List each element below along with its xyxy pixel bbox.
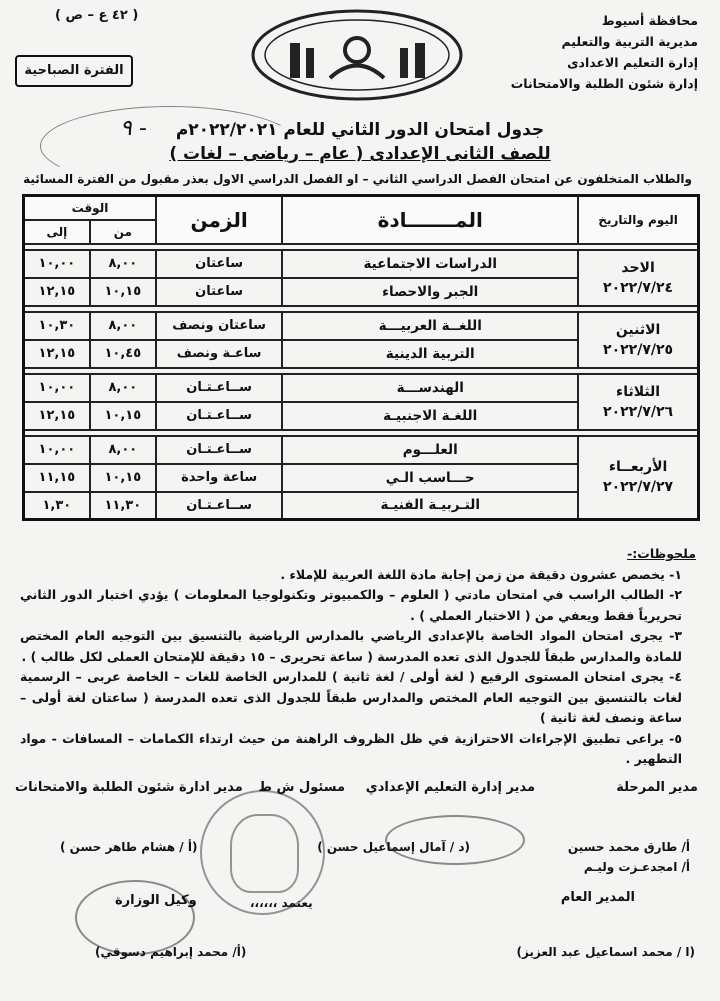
day-name: الثلاثاء bbox=[616, 383, 661, 400]
day-cell bbox=[578, 250, 698, 306]
header-time: الوقت bbox=[24, 196, 156, 220]
subject-cell: العلـــوم bbox=[282, 436, 578, 464]
deputy-minister-name: (أ/ محمد إبراهيم دسوقي) bbox=[95, 945, 247, 959]
header-duration: الزمن bbox=[156, 196, 282, 244]
general-director-label: المدير العام bbox=[560, 890, 635, 905]
note-item: ٢- الطالب الراسب في امتحان مادتي ( العلوم – والكمبيوتر وتكنولوجيا المعلومات ) يؤدي اختبار الدور الثاني تحريرياً فقط ويعفي من ( الاختبار العملي ) . bbox=[20, 587, 682, 623]
to-cell: ١٠,٣٠ bbox=[24, 312, 90, 340]
subject-cell: التربية الدينية bbox=[282, 340, 578, 368]
day-date: ٢٠٢٢/٧/٢٧ bbox=[603, 479, 674, 496]
general-director-name: (ا / محمد اسماعيل عبد العزيز) bbox=[516, 945, 695, 959]
subtitle-note: والطلاب المتخلفون عن امتحان الفصل الدراسي الثاني – او الفصل الدراسي الاول بعذر مقبول من الفترة المسائية bbox=[23, 172, 692, 186]
deputy-minister-label: وكيل الوزارة bbox=[115, 893, 197, 908]
from-cell: ٨,٠٠ bbox=[90, 250, 156, 278]
from-cell: ١٠,١٥ bbox=[90, 464, 156, 492]
note-item: ٤- يجرى امتحان المستوى الرفيع ( لغة أولى / لغة ثانية ) للمدارس الخاصة للغات – الخاصة عربى – الرسمية لغات بالتنسيق بين التوجيه العام المختص والمدارس طبقاً للجدول الذى تعده المدرسة ( ساعتان لغة أولى – ساعة ونصف لغة ثانية ) bbox=[20, 669, 682, 725]
approval-label: يعتمد ،،،،،، bbox=[250, 896, 313, 910]
header-to: إلى bbox=[24, 220, 90, 244]
notes-section bbox=[20, 544, 696, 770]
stage-director-label: مدير المرحلة bbox=[616, 780, 698, 795]
subject-cell: اللغـة الاجنبيـة bbox=[282, 402, 578, 430]
from-cell: ١١,٣٠ bbox=[90, 492, 156, 520]
to-cell: ١٢,١٥ bbox=[24, 340, 90, 368]
header-from: من bbox=[90, 220, 156, 244]
day-cell bbox=[578, 312, 698, 368]
affairs-officer-label: مسئول ش ط bbox=[258, 780, 345, 795]
day-name: الاثنين bbox=[615, 321, 661, 338]
from-cell: ٨,٠٠ bbox=[90, 312, 156, 340]
period-box: الفترة الصباحية bbox=[15, 55, 133, 87]
notes-heading: ملحوظات:- bbox=[627, 546, 696, 561]
signatory-name: (أ / هشام طاهر حسن ) bbox=[60, 840, 198, 854]
affairs-director-label: مدير ادارة شئون الطلبة والامتحانات bbox=[15, 780, 243, 795]
org-line: إدارة شئون الطلبة والامتحانات bbox=[510, 76, 698, 91]
duration-cell: ساعتان bbox=[156, 250, 282, 278]
day-date: ٢٠٢٢/٧/٢٦ bbox=[603, 403, 674, 420]
day-name: الأربعــاء bbox=[608, 459, 668, 476]
subject-cell: اللغــة العربيـــة bbox=[282, 312, 578, 340]
note-item: ٣- يجرى امتحان المواد الخاصة بالإعدادى الرياضي بالمدارس الرياضية بالتنسيق بين التوجيه العام المختص للمادة والمدارس طبقاً للجدول الذى تعده المدرسة ( ساعة تحريرى – ١٥ دقيقة للإمتحان العملى لكل طالب ) . bbox=[20, 628, 682, 664]
title-line-1: جدول امتحان الدور الثاني للعام ٢٠٢٢/٢٠٢١م bbox=[175, 120, 545, 140]
directorate-logo bbox=[250, 8, 465, 103]
to-cell: ١٢,١٥ bbox=[24, 278, 90, 306]
header-day: اليوم والتاريخ bbox=[578, 196, 698, 244]
table-row bbox=[24, 250, 699, 278]
duration-cell: ســاعـتـان bbox=[156, 492, 282, 520]
to-cell: ١٠,٠٠ bbox=[24, 374, 90, 402]
org-line: محافظة أسيوط bbox=[601, 13, 698, 28]
duration-cell: ســاعـتـان bbox=[156, 402, 282, 430]
subject-cell: الهندســـة bbox=[282, 374, 578, 402]
signatory-name: أ/ طارق محمد حسين bbox=[567, 840, 690, 854]
subject-cell: الدراسات الاجتماعية bbox=[282, 250, 578, 278]
duration-cell: ســاعـتـان bbox=[156, 374, 282, 402]
document-code: ( ٤٢ ع – ص ) bbox=[55, 8, 139, 23]
duration-cell: ســاعـتـان bbox=[156, 436, 282, 464]
from-cell: ٨,٠٠ bbox=[90, 374, 156, 402]
day-cell bbox=[578, 436, 698, 520]
from-cell: ٨,٠٠ bbox=[90, 436, 156, 464]
handwritten-mark: ٩ - bbox=[120, 116, 147, 141]
signatory-name: (د / آمال إسماعيل حسن ) bbox=[317, 840, 470, 854]
from-cell: ١٠,١٥ bbox=[90, 402, 156, 430]
from-cell: ١٠,٤٥ bbox=[90, 340, 156, 368]
note-item: ٥- يراعى تطبيق الإجراءات الاحترازية في ظل الظروف الراهنة من حيث ارتداء الكمامات – المسافات - مواد التطهير . bbox=[20, 730, 682, 766]
subject-cell: الجبر والاحصاء bbox=[282, 278, 578, 306]
signature-scribble bbox=[75, 880, 195, 955]
from-cell: ١٠,١٥ bbox=[90, 278, 156, 306]
prep-director-label: مدير إدارة التعليم الإعدادي bbox=[365, 780, 535, 795]
to-cell: ١٠,٠٠ bbox=[24, 250, 90, 278]
exam-schedule-table bbox=[22, 194, 700, 521]
table-row bbox=[24, 436, 699, 464]
header-subject: المـــــــادة bbox=[282, 196, 578, 244]
table-row bbox=[24, 374, 699, 402]
subject-cell: حـــاسب الـي bbox=[282, 464, 578, 492]
to-cell: ١١,١٥ bbox=[24, 464, 90, 492]
to-cell: ١,٣٠ bbox=[24, 492, 90, 520]
organization-header bbox=[478, 10, 698, 94]
day-name: الاحد bbox=[621, 259, 655, 276]
day-date: ٢٠٢٢/٧/٢٤ bbox=[603, 279, 674, 296]
to-cell: ١٠,٠٠ bbox=[24, 436, 90, 464]
to-cell: ١٢,١٥ bbox=[24, 402, 90, 430]
org-line: مديرية التربية والتعليم bbox=[561, 34, 698, 49]
duration-cell: ساعة واحدة bbox=[156, 464, 282, 492]
table-row bbox=[24, 312, 699, 340]
org-line: إدارة التعليم الاعدادى bbox=[567, 55, 698, 70]
duration-cell: ساعتان bbox=[156, 278, 282, 306]
signatory-name: أ/ امجدعـزت وليـم bbox=[583, 860, 690, 874]
note-item: ١- يخصص عشرون دقيقة من زمن إجابة مادة اللغة العربية للإملاء . bbox=[280, 566, 682, 582]
duration-cell: ساعتان ونصف bbox=[156, 312, 282, 340]
day-date: ٢٠٢٢/٧/٢٥ bbox=[603, 341, 674, 358]
subject-cell: التـربيـة الفنيـة bbox=[282, 492, 578, 520]
title-line-2: للصف الثانى الإعدادى ( عام – رياضى – لغات ) bbox=[169, 144, 551, 164]
day-cell bbox=[578, 374, 698, 430]
duration-cell: ساعـة ونصف bbox=[156, 340, 282, 368]
